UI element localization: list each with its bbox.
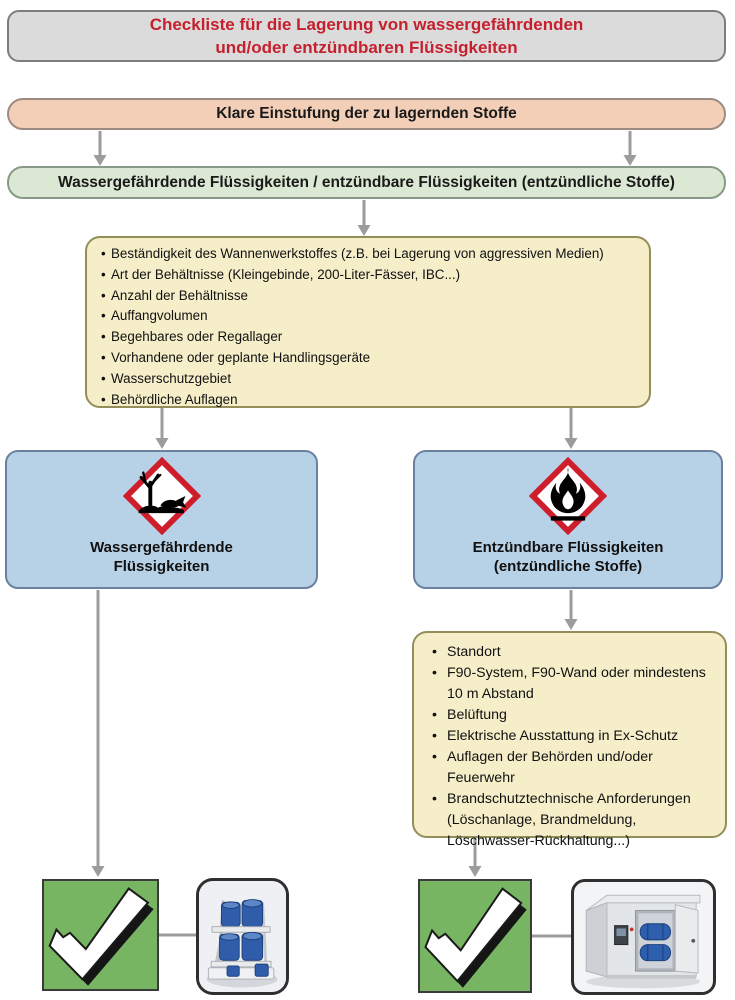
- bullet-item: • Behördliche Auflagen: [101, 390, 643, 411]
- drum-rack-photo: [196, 878, 289, 995]
- bullet-item: • Brandschutztechnische Anforderungen (Löschanlage, Brandmeldung, Löschwasser-Rückhaltung...): [430, 789, 717, 852]
- water-result-check-box: [42, 879, 159, 991]
- flammable-criteria-box: [412, 631, 727, 849]
- bullet-item: • Anzahl der Behältnisse: [101, 286, 643, 307]
- bullet-item: • Art der Behältnisse (Kleingebinde, 200-Liter-Fässer, IBC...): [101, 265, 643, 286]
- arrow-water-branch-to-check: [92, 590, 105, 877]
- bullet-item: • Standort: [430, 642, 717, 663]
- checklist-title-line2: und/oder entzündbaren Flüssigkeiten: [215, 38, 518, 57]
- drum-rack-illustration: [199, 881, 286, 992]
- storage-container-illustration: [574, 882, 713, 992]
- arrow-category-to-criteria: [358, 200, 371, 236]
- general-criteria-list: [87, 238, 649, 410]
- checkmark-icon: [420, 881, 530, 991]
- bullet-item: • Auffangvolumen: [101, 306, 643, 327]
- flammable-branch-label: Entzündbare Flüssigkeiten (entzündliche Stoffe): [472, 539, 664, 575]
- arrow-criteria-to-water-branch: [156, 408, 169, 449]
- bullet-item: • Beständigkeit des Wannenwerkstoffes (z.B. bei Lagerung von aggressiven Medien): [101, 244, 643, 265]
- flammable-branch-box: [413, 450, 723, 589]
- checklist-title-line1: Checkliste für die Lagerung von wassergefährdenden: [149, 15, 584, 34]
- classification-step-box: [7, 98, 726, 130]
- water-hazard-branch-label: Wassergefährdende Flüssigkeiten: [90, 539, 233, 575]
- flammable-criteria-list: [414, 633, 725, 852]
- storage-container-photo: [571, 879, 716, 995]
- arrow-classification-to-category-left: [94, 131, 107, 166]
- bullet-item: • Begehbares oder Regallager: [101, 327, 643, 348]
- bullet-item: • Elektrische Ausstattung in Ex-Schutz: [430, 726, 717, 747]
- bullet-item: • Wasserschutzgebiet: [101, 369, 643, 390]
- ghs02-flame-pictogram-icon: [529, 457, 607, 535]
- bullet-item: • Auflagen der Behörden und/oder Feuerwehr: [430, 747, 717, 789]
- bullet-item: • Belüftung: [430, 705, 717, 726]
- arrow-flammable-branch-to-criteria: [565, 590, 578, 630]
- category-step-box: [7, 166, 726, 199]
- bullet-item: • F90-System, F90-Wand oder mindestens 10 m Abstand: [430, 663, 717, 705]
- general-criteria-box: [85, 236, 651, 408]
- flammable-result-check-box: [418, 879, 532, 993]
- arrow-criteria-to-flammable-branch: [565, 408, 578, 449]
- category-step-label: Wassergefährdende Flüssigkeiten / entzündbare Flüssigkeiten (entzündliche Stoffe): [58, 173, 675, 191]
- checklist-title-box: [7, 10, 726, 62]
- ghs09-environment-pictogram-icon: [123, 457, 201, 535]
- water-hazard-branch-box: [5, 450, 318, 589]
- checkmark-icon: [44, 881, 157, 989]
- classification-step-label: Klare Einstufung der zu lagernden Stoffe: [216, 105, 517, 122]
- bullet-item: • Vorhandene oder geplante Handlingsgeräte: [101, 348, 643, 369]
- arrow-classification-to-category-right: [624, 131, 637, 166]
